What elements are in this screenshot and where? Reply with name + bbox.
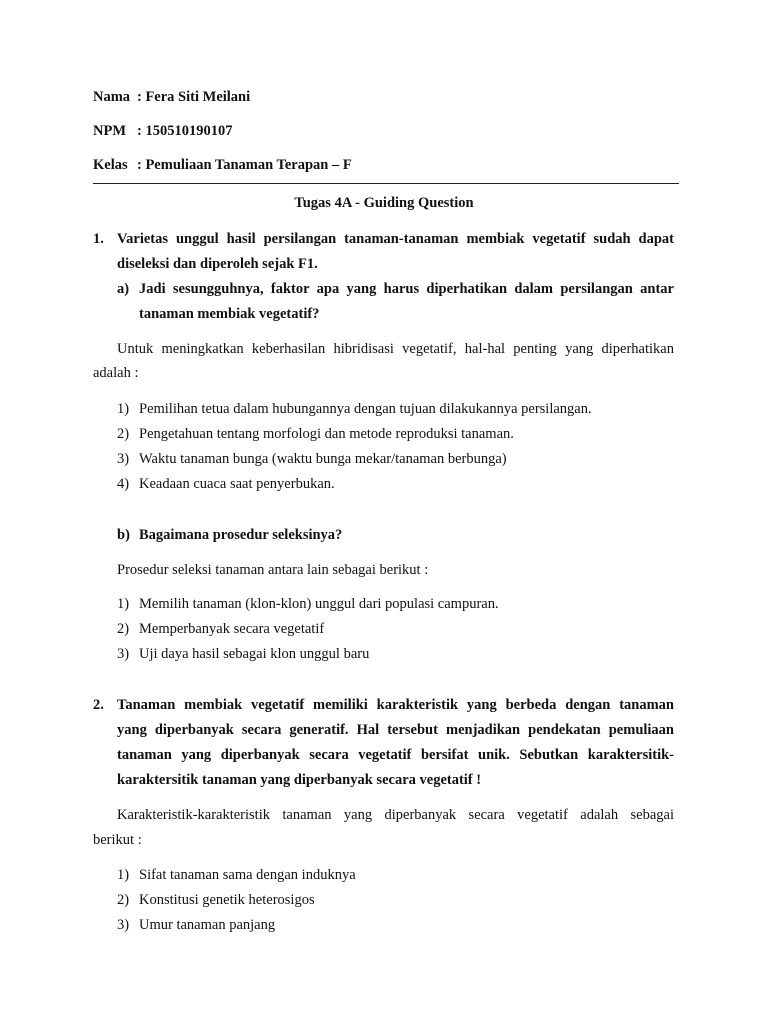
header-nama: [93, 89, 250, 106]
list-item: Keadaan cuaca saat penyerbukan.: [139, 476, 335, 492]
list-item: Sifat tanaman sama dengan induknya: [139, 867, 356, 883]
q1a-line1: Jadi sesungguhnya, faktor apa yang harus diperhatikan dalam persilangan antar: [139, 281, 674, 297]
list-item-number: 2): [117, 892, 130, 908]
kelas-label: Kelas: [93, 157, 128, 173]
header-npm: [93, 123, 232, 140]
list-item-number: 3): [117, 917, 130, 933]
npm-value: : 150510190107: [137, 123, 233, 139]
q1-number: 1.: [93, 231, 104, 247]
list-item: Memilih tanaman (klon-klon) unggul dari populasi campuran.: [139, 596, 499, 612]
q2-answer-line1: Karakteristik-karakteristik tanaman yang diperbanyak secara vegetatif adalah sebagai: [117, 807, 674, 823]
nama-value: : Fera Siti Meilani: [137, 89, 251, 105]
list-item-number: 4): [117, 476, 130, 492]
q2-line3: tanaman yang diperbanyak secara vegetatif bersifat unik. Sebutkan karaktersitik-: [117, 747, 674, 763]
list-item-number: 1): [117, 401, 130, 417]
list-item-number: 2): [117, 621, 130, 637]
list-item: Pengetahuan tentang morfologi dan metode reproduksi tanaman.: [139, 426, 514, 442]
q1a-letter: a): [117, 281, 130, 297]
q1-line2: diseleksi dan diperoleh sejak F1.: [117, 256, 318, 272]
list-item: Konstitusi genetik heterosigos: [139, 892, 315, 908]
nama-label: Nama: [93, 89, 131, 105]
list-item-number: 1): [117, 867, 130, 883]
q1a-answer-line1: Untuk meningkatkan keberhasilan hibridisasi vegetatif, hal-hal penting yang diperhatikan: [117, 341, 674, 357]
list-item-number: 2): [117, 426, 130, 442]
q1a-answer-line2: adalah :: [93, 365, 139, 381]
list-item: Memperbanyak secara vegetatif: [139, 621, 325, 637]
q2-line1: Tanaman membiak vegetatif memiliki karakteristik yang berbeda dengan tanaman: [117, 697, 674, 713]
page-title: Tugas 4A - Guiding Question: [294, 195, 474, 211]
kelas-value: : Pemuliaan Tanaman Terapan – F: [137, 157, 352, 173]
header-kelas: [93, 157, 352, 174]
q1b-answer: Prosedur seleksi tanaman antara lain sebagai berikut :: [117, 562, 429, 578]
list-item: Pemilihan tetua dalam hubungannya dengan tujuan dilakukannya persilangan.: [139, 401, 592, 417]
q2-line4: karaktersitik tanaman yang diperbanyak secara vegetatif !: [117, 772, 482, 788]
list-item: Waktu tanaman bunga (waktu bunga mekar/tanaman berbunga): [139, 451, 507, 467]
q1-line1: Varietas unggul hasil persilangan tanaman-tanaman membiak vegetatif sudah dapat: [117, 231, 674, 247]
list-item-number: 1): [117, 596, 130, 612]
q1b-question: Bagaimana prosedur seleksinya?: [139, 527, 343, 543]
list-item-number: 3): [117, 646, 130, 662]
list-item: Uji daya hasil sebagai klon unggul baru: [139, 646, 370, 662]
q2-line2: yang diperbanyak secara generatif. Hal tersebut menjadikan pendekatan pemuliaan: [117, 722, 674, 738]
q2-number: 2.: [93, 697, 104, 713]
list-item: Umur tanaman panjang: [139, 917, 276, 933]
list-item-number: 3): [117, 451, 130, 467]
npm-label: NPM: [93, 123, 127, 139]
q1b-letter: b): [117, 527, 130, 543]
q2-answer-line2: berikut :: [93, 832, 142, 848]
q1a-line2: tanaman membiak vegetatif?: [139, 306, 320, 322]
header-divider: [93, 183, 679, 184]
